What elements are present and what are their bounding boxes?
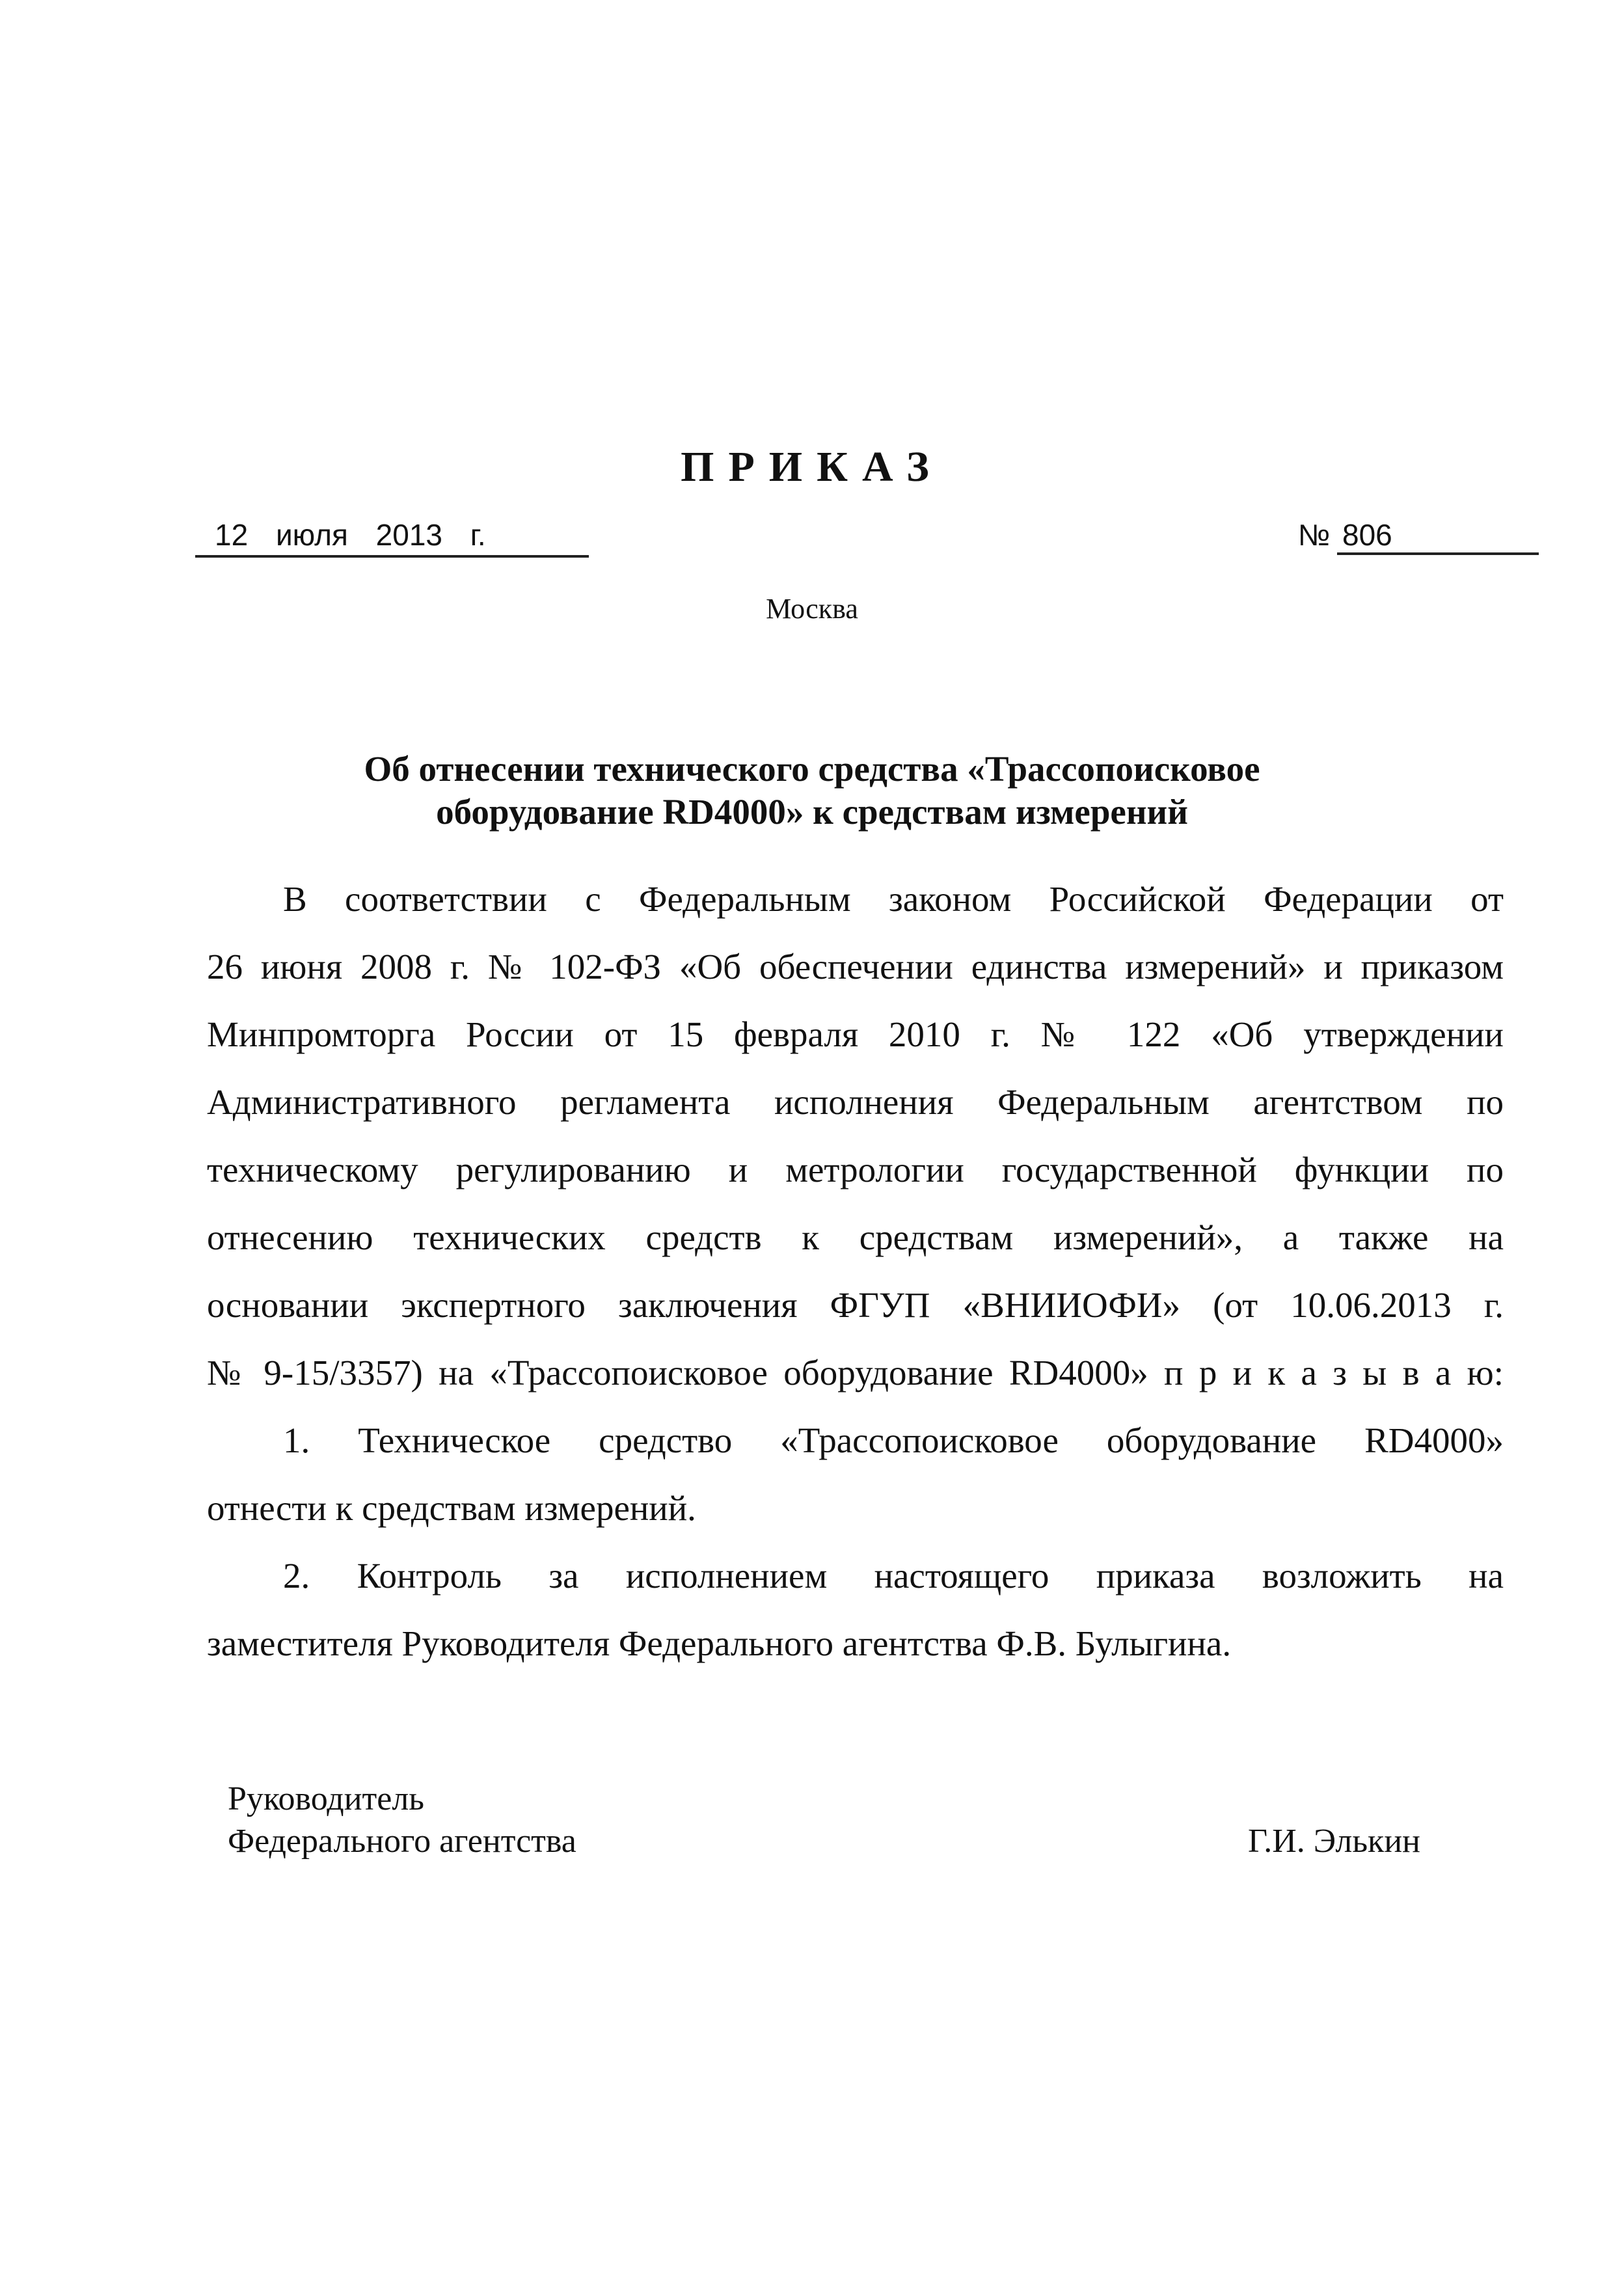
body-line: № 9-15/3357) на «Трассопоисковое оборудование RD4000» п р и к а з ы в а ю: (207, 1353, 1504, 1392)
signatory-position: Руководитель (228, 1780, 424, 1817)
document-heading: ПРИКАЗ (681, 443, 943, 491)
body-line: 1. Техническое средство «Трассопоисковое оборудование RD4000» (283, 1420, 1504, 1460)
order-date: 12 июля 2013 г. (195, 517, 589, 558)
body-line: В соответствии с Федеральным законом Российской Федерации от (283, 879, 1504, 919)
body-line: Минпромторга России от 15 февраля 2010 г. № 122 «Об утверждении (207, 1014, 1504, 1054)
title-line: Об отнесении технического средства «Трассопоисковое (364, 749, 1260, 789)
number-label: № (1298, 518, 1331, 552)
order-number: 806 (1337, 517, 1539, 555)
body-line: отнести к средствам измерений. (207, 1488, 696, 1528)
signatory-name: Г.И. Элькин (1248, 1823, 1420, 1860)
signatory-position: Федерального агентства (228, 1823, 576, 1860)
body-line: техническому регулированию и метрологии государственной функции по (207, 1150, 1504, 1189)
body-line: заместителя Руководителя Федерального агентства Ф.В. Булыгина. (207, 1623, 1232, 1663)
body-line: отнесению технических средств к средствам измерений», а также на (207, 1217, 1504, 1257)
city: Москва (766, 593, 858, 625)
body-line: 2. Контроль за исполнением настоящего приказа возложить на (283, 1556, 1504, 1596)
title-line: оборудование RD4000» к средствам измерений (436, 792, 1188, 832)
body-line: основании экспертного заключения ФГУП «ВНИИОФИ» (от 10.06.2013 г. (207, 1285, 1504, 1325)
body-line: Административного регламента исполнения Федеральным агентством по (207, 1082, 1504, 1122)
body-line: 26 июня 2008 г. № 102-ФЗ «Об обеспечении единства измерений» и приказом (207, 947, 1504, 986)
